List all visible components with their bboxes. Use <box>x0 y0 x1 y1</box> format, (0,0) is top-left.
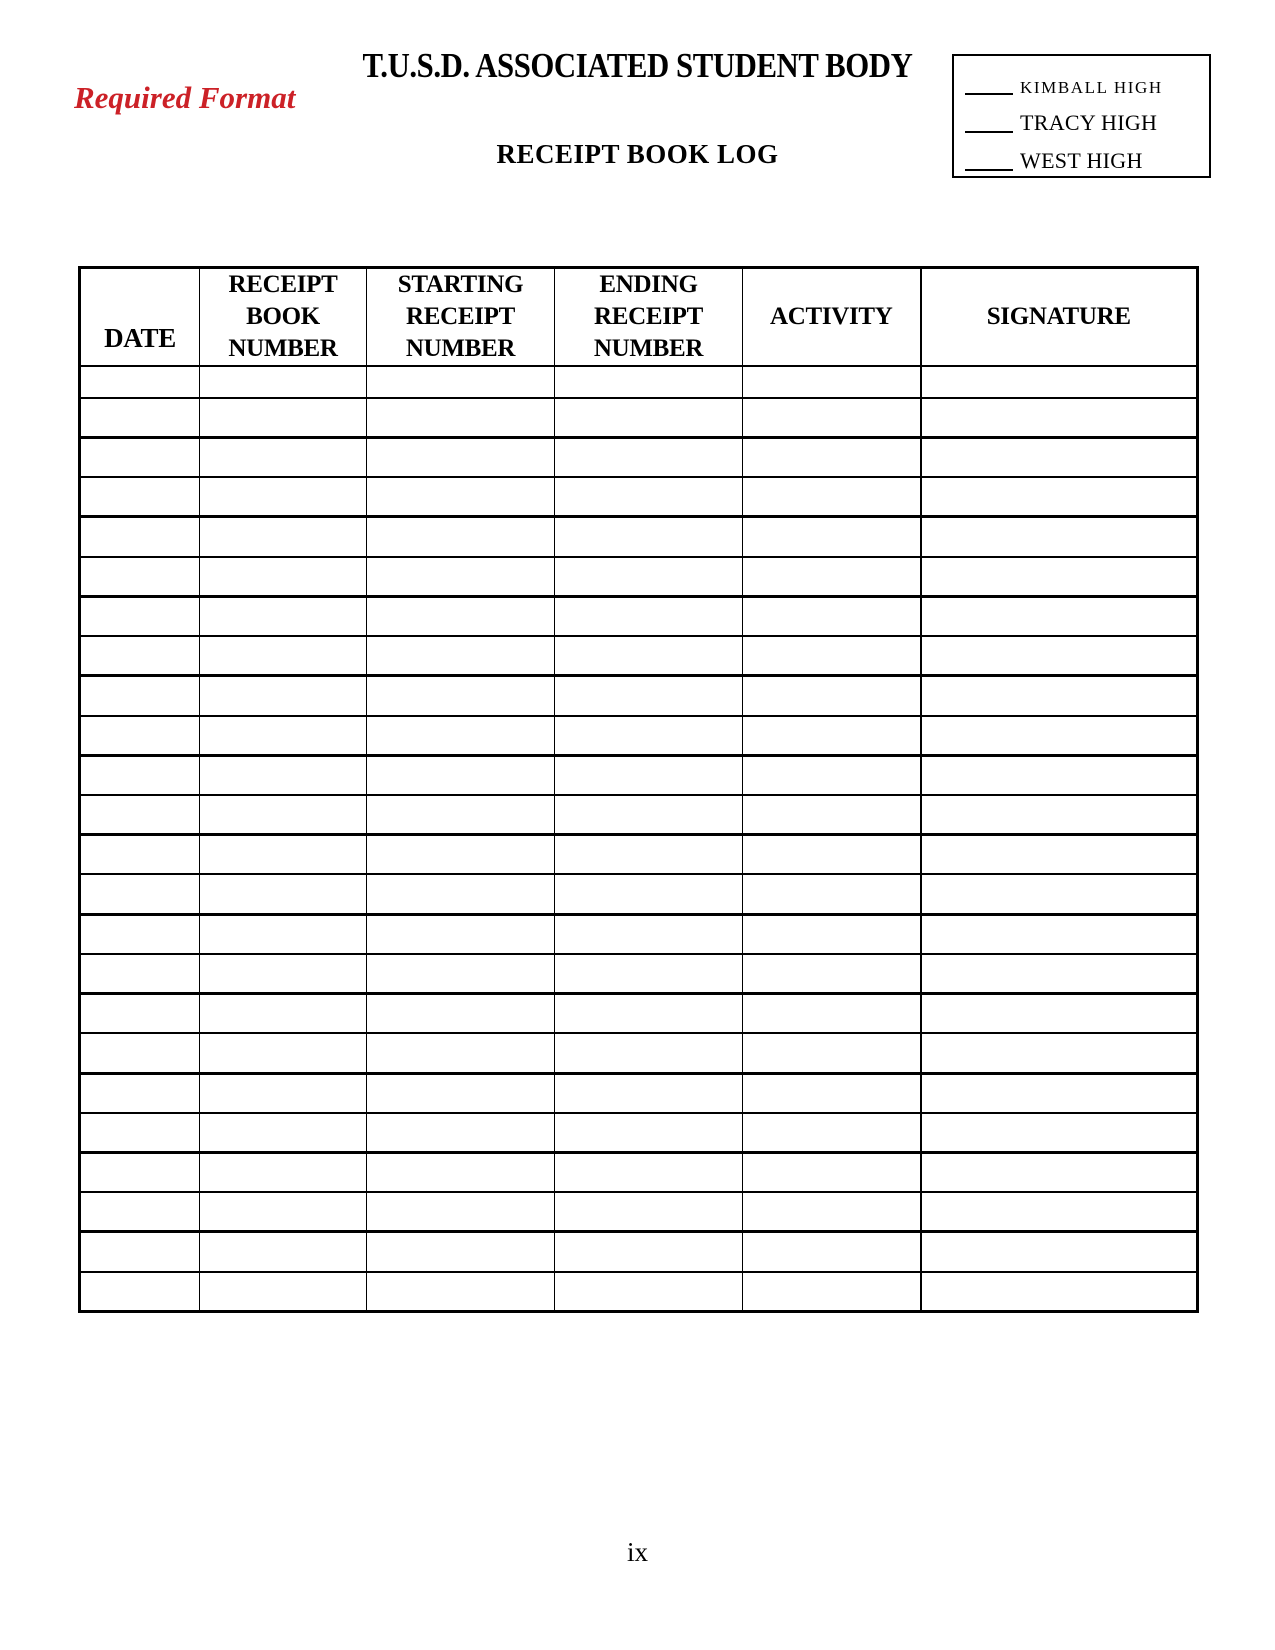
table-row <box>80 676 1198 716</box>
empty-log-cell <box>921 716 1198 756</box>
empty-log-cell <box>367 1232 555 1272</box>
empty-log-cell <box>200 755 367 795</box>
empty-log-cell <box>200 994 367 1034</box>
empty-log-cell <box>555 1033 743 1073</box>
table-row <box>80 398 1198 438</box>
empty-log-cell <box>367 914 555 954</box>
empty-log-cell <box>200 676 367 716</box>
empty-log-cell <box>555 557 743 597</box>
empty-log-cell <box>743 716 921 756</box>
empty-log-cell <box>921 795 1198 835</box>
table-row <box>80 994 1198 1034</box>
empty-log-cell <box>921 636 1198 676</box>
empty-log-cell <box>80 716 200 756</box>
empty-log-cell <box>80 795 200 835</box>
empty-log-cell <box>555 1152 743 1192</box>
empty-log-cell <box>200 874 367 914</box>
empty-log-cell <box>367 874 555 914</box>
empty-log-cell <box>80 517 200 557</box>
empty-log-cell <box>367 1272 555 1312</box>
empty-log-cell <box>367 1033 555 1073</box>
empty-log-cell <box>80 1113 200 1153</box>
table-row <box>80 1272 1198 1312</box>
empty-log-cell <box>367 438 555 478</box>
empty-log-cell <box>555 1232 743 1272</box>
empty-log-cell <box>921 366 1198 398</box>
empty-log-cell <box>743 557 921 597</box>
empty-log-cell <box>200 1113 367 1153</box>
column-header-date: DATE <box>80 268 200 367</box>
empty-log-cell <box>743 636 921 676</box>
empty-log-cell <box>743 755 921 795</box>
empty-log-cell <box>743 1272 921 1312</box>
empty-log-cell <box>80 914 200 954</box>
form-title: RECEIPT BOOK LOG <box>496 139 779 169</box>
empty-log-cell <box>555 835 743 875</box>
empty-log-cell <box>921 596 1198 636</box>
table-row <box>80 835 1198 875</box>
table-header-row <box>80 268 1198 367</box>
empty-log-cell <box>367 1113 555 1153</box>
table-body <box>80 366 1198 1312</box>
empty-log-cell <box>921 517 1198 557</box>
table-row <box>80 1192 1198 1232</box>
table-row <box>80 517 1198 557</box>
empty-log-cell <box>367 366 555 398</box>
empty-log-cell <box>80 1232 200 1272</box>
empty-log-cell <box>555 636 743 676</box>
column-header-ending-receipt-number: ENDING RECEIPT NUMBER <box>555 268 743 367</box>
empty-log-cell <box>743 1033 921 1073</box>
empty-log-cell <box>555 1192 743 1232</box>
empty-log-cell <box>200 596 367 636</box>
empty-log-cell <box>921 1033 1198 1073</box>
empty-log-cell <box>200 914 367 954</box>
empty-log-cell <box>80 1192 200 1232</box>
empty-log-cell <box>200 636 367 676</box>
empty-log-cell <box>921 1232 1198 1272</box>
empty-log-cell <box>555 716 743 756</box>
empty-log-cell <box>555 438 743 478</box>
empty-log-cell <box>367 716 555 756</box>
empty-log-cell <box>921 914 1198 954</box>
empty-log-cell <box>367 795 555 835</box>
empty-log-cell <box>367 557 555 597</box>
empty-log-cell <box>367 835 555 875</box>
table-row <box>80 636 1198 676</box>
empty-log-cell <box>921 557 1198 597</box>
empty-log-cell <box>367 1152 555 1192</box>
empty-log-cell <box>555 398 743 438</box>
empty-log-cell <box>743 676 921 716</box>
empty-log-cell <box>200 1272 367 1312</box>
empty-log-cell <box>743 438 921 478</box>
empty-log-cell <box>200 438 367 478</box>
table-row <box>80 438 1198 478</box>
empty-log-cell <box>921 1272 1198 1312</box>
empty-log-cell <box>367 636 555 676</box>
table-row <box>80 795 1198 835</box>
empty-log-cell <box>80 954 200 994</box>
empty-log-cell <box>555 755 743 795</box>
empty-log-cell <box>921 1152 1198 1192</box>
empty-log-cell <box>80 398 200 438</box>
empty-log-cell <box>80 874 200 914</box>
school-item-kimball <box>965 61 1209 99</box>
empty-log-cell <box>80 438 200 478</box>
empty-log-cell <box>80 835 200 875</box>
empty-log-cell <box>743 517 921 557</box>
empty-log-cell <box>921 755 1198 795</box>
table-row <box>80 557 1198 597</box>
column-header-activity: ACTIVITY <box>743 268 921 367</box>
empty-log-cell <box>80 1152 200 1192</box>
empty-log-cell <box>555 477 743 517</box>
empty-log-cell <box>921 398 1198 438</box>
empty-log-cell <box>921 1113 1198 1153</box>
empty-log-cell <box>367 1192 555 1232</box>
table-row <box>80 1073 1198 1113</box>
empty-log-cell <box>555 1073 743 1113</box>
empty-log-cell <box>200 835 367 875</box>
empty-log-cell <box>80 1073 200 1113</box>
table-row <box>80 1152 1198 1192</box>
school-checklist-box <box>952 54 1211 178</box>
empty-log-cell <box>743 874 921 914</box>
table-row <box>80 954 1198 994</box>
empty-log-cell <box>743 994 921 1034</box>
table-row <box>80 1232 1198 1272</box>
empty-log-cell <box>743 914 921 954</box>
page-title-text: T.U.S.D. ASSOCIATED STUDENT BODY <box>362 46 913 85</box>
empty-log-cell <box>555 1113 743 1153</box>
empty-log-cell <box>743 954 921 994</box>
table-row <box>80 874 1198 914</box>
school-label: WEST HIGH <box>1020 148 1143 173</box>
empty-log-cell <box>367 954 555 994</box>
school-label: KIMBALL HIGH <box>1020 78 1163 97</box>
table-row <box>80 1113 1198 1153</box>
column-header-starting-receipt-number: STARTING RECEIPT NUMBER <box>367 268 555 367</box>
empty-log-cell <box>921 438 1198 478</box>
empty-log-cell <box>200 1192 367 1232</box>
table-row <box>80 1033 1198 1073</box>
empty-log-cell <box>200 1073 367 1113</box>
column-header-receipt-book-number: RECEIPT BOOK NUMBER <box>200 268 367 367</box>
empty-log-cell <box>367 676 555 716</box>
empty-log-cell <box>555 954 743 994</box>
table-row <box>80 914 1198 954</box>
empty-log-cell <box>367 1073 555 1113</box>
empty-log-cell <box>200 954 367 994</box>
column-header-signature: SIGNATURE <box>921 268 1198 367</box>
empty-log-cell <box>367 477 555 517</box>
empty-log-cell <box>80 557 200 597</box>
empty-log-cell <box>80 477 200 517</box>
table-row <box>80 755 1198 795</box>
empty-log-cell <box>555 366 743 398</box>
empty-log-cell <box>921 1073 1198 1113</box>
empty-log-cell <box>555 517 743 557</box>
empty-log-cell <box>80 1272 200 1312</box>
empty-log-cell <box>743 835 921 875</box>
empty-log-cell <box>200 1152 367 1192</box>
empty-log-cell <box>743 1232 921 1272</box>
empty-log-cell <box>80 755 200 795</box>
empty-log-cell <box>80 1033 200 1073</box>
empty-log-cell <box>200 1033 367 1073</box>
empty-log-cell <box>743 1073 921 1113</box>
empty-log-cell <box>367 755 555 795</box>
empty-log-cell <box>200 716 367 756</box>
empty-log-cell <box>743 596 921 636</box>
empty-log-cell <box>80 366 200 398</box>
school-blank-line <box>965 93 1013 95</box>
empty-log-cell <box>743 1152 921 1192</box>
empty-log-cell <box>367 994 555 1034</box>
empty-log-cell <box>743 477 921 517</box>
empty-log-cell <box>555 874 743 914</box>
empty-log-cell <box>555 914 743 954</box>
empty-log-cell <box>921 676 1198 716</box>
table-row <box>80 596 1198 636</box>
receipt-book-log-table <box>78 266 1199 1313</box>
empty-log-cell <box>80 596 200 636</box>
empty-log-cell <box>80 676 200 716</box>
table-row <box>80 477 1198 517</box>
empty-log-cell <box>921 874 1198 914</box>
empty-log-cell <box>367 517 555 557</box>
empty-log-cell <box>200 795 367 835</box>
empty-log-cell <box>200 557 367 597</box>
table-row <box>80 716 1198 756</box>
empty-log-cell <box>555 994 743 1034</box>
empty-log-cell <box>921 994 1198 1034</box>
school-label: TRACY HIGH <box>1020 110 1158 135</box>
table-row <box>80 366 1198 398</box>
empty-log-cell <box>743 1192 921 1232</box>
empty-log-cell <box>921 1192 1198 1232</box>
empty-log-cell <box>200 517 367 557</box>
school-item-west <box>965 137 1209 175</box>
page-number: ix <box>626 1537 648 1567</box>
empty-log-cell <box>367 596 555 636</box>
empty-log-cell <box>743 398 921 438</box>
required-format-stamp: Required Format <box>74 80 296 115</box>
empty-log-cell <box>921 954 1198 994</box>
empty-log-cell <box>743 795 921 835</box>
empty-log-cell <box>200 1232 367 1272</box>
empty-log-cell <box>555 676 743 716</box>
empty-log-cell <box>743 366 921 398</box>
empty-log-cell <box>555 795 743 835</box>
empty-log-cell <box>921 835 1198 875</box>
empty-log-cell <box>921 477 1198 517</box>
empty-log-cell <box>200 477 367 517</box>
empty-log-cell <box>555 1272 743 1312</box>
empty-log-cell <box>80 636 200 676</box>
school-item-tracy <box>965 99 1209 137</box>
school-blank-line <box>965 131 1013 133</box>
empty-log-cell <box>555 596 743 636</box>
empty-log-cell <box>743 1113 921 1153</box>
school-blank-line <box>965 169 1013 171</box>
empty-log-cell <box>367 398 555 438</box>
empty-log-cell <box>200 366 367 398</box>
empty-log-cell <box>200 398 367 438</box>
empty-log-cell <box>80 994 200 1034</box>
